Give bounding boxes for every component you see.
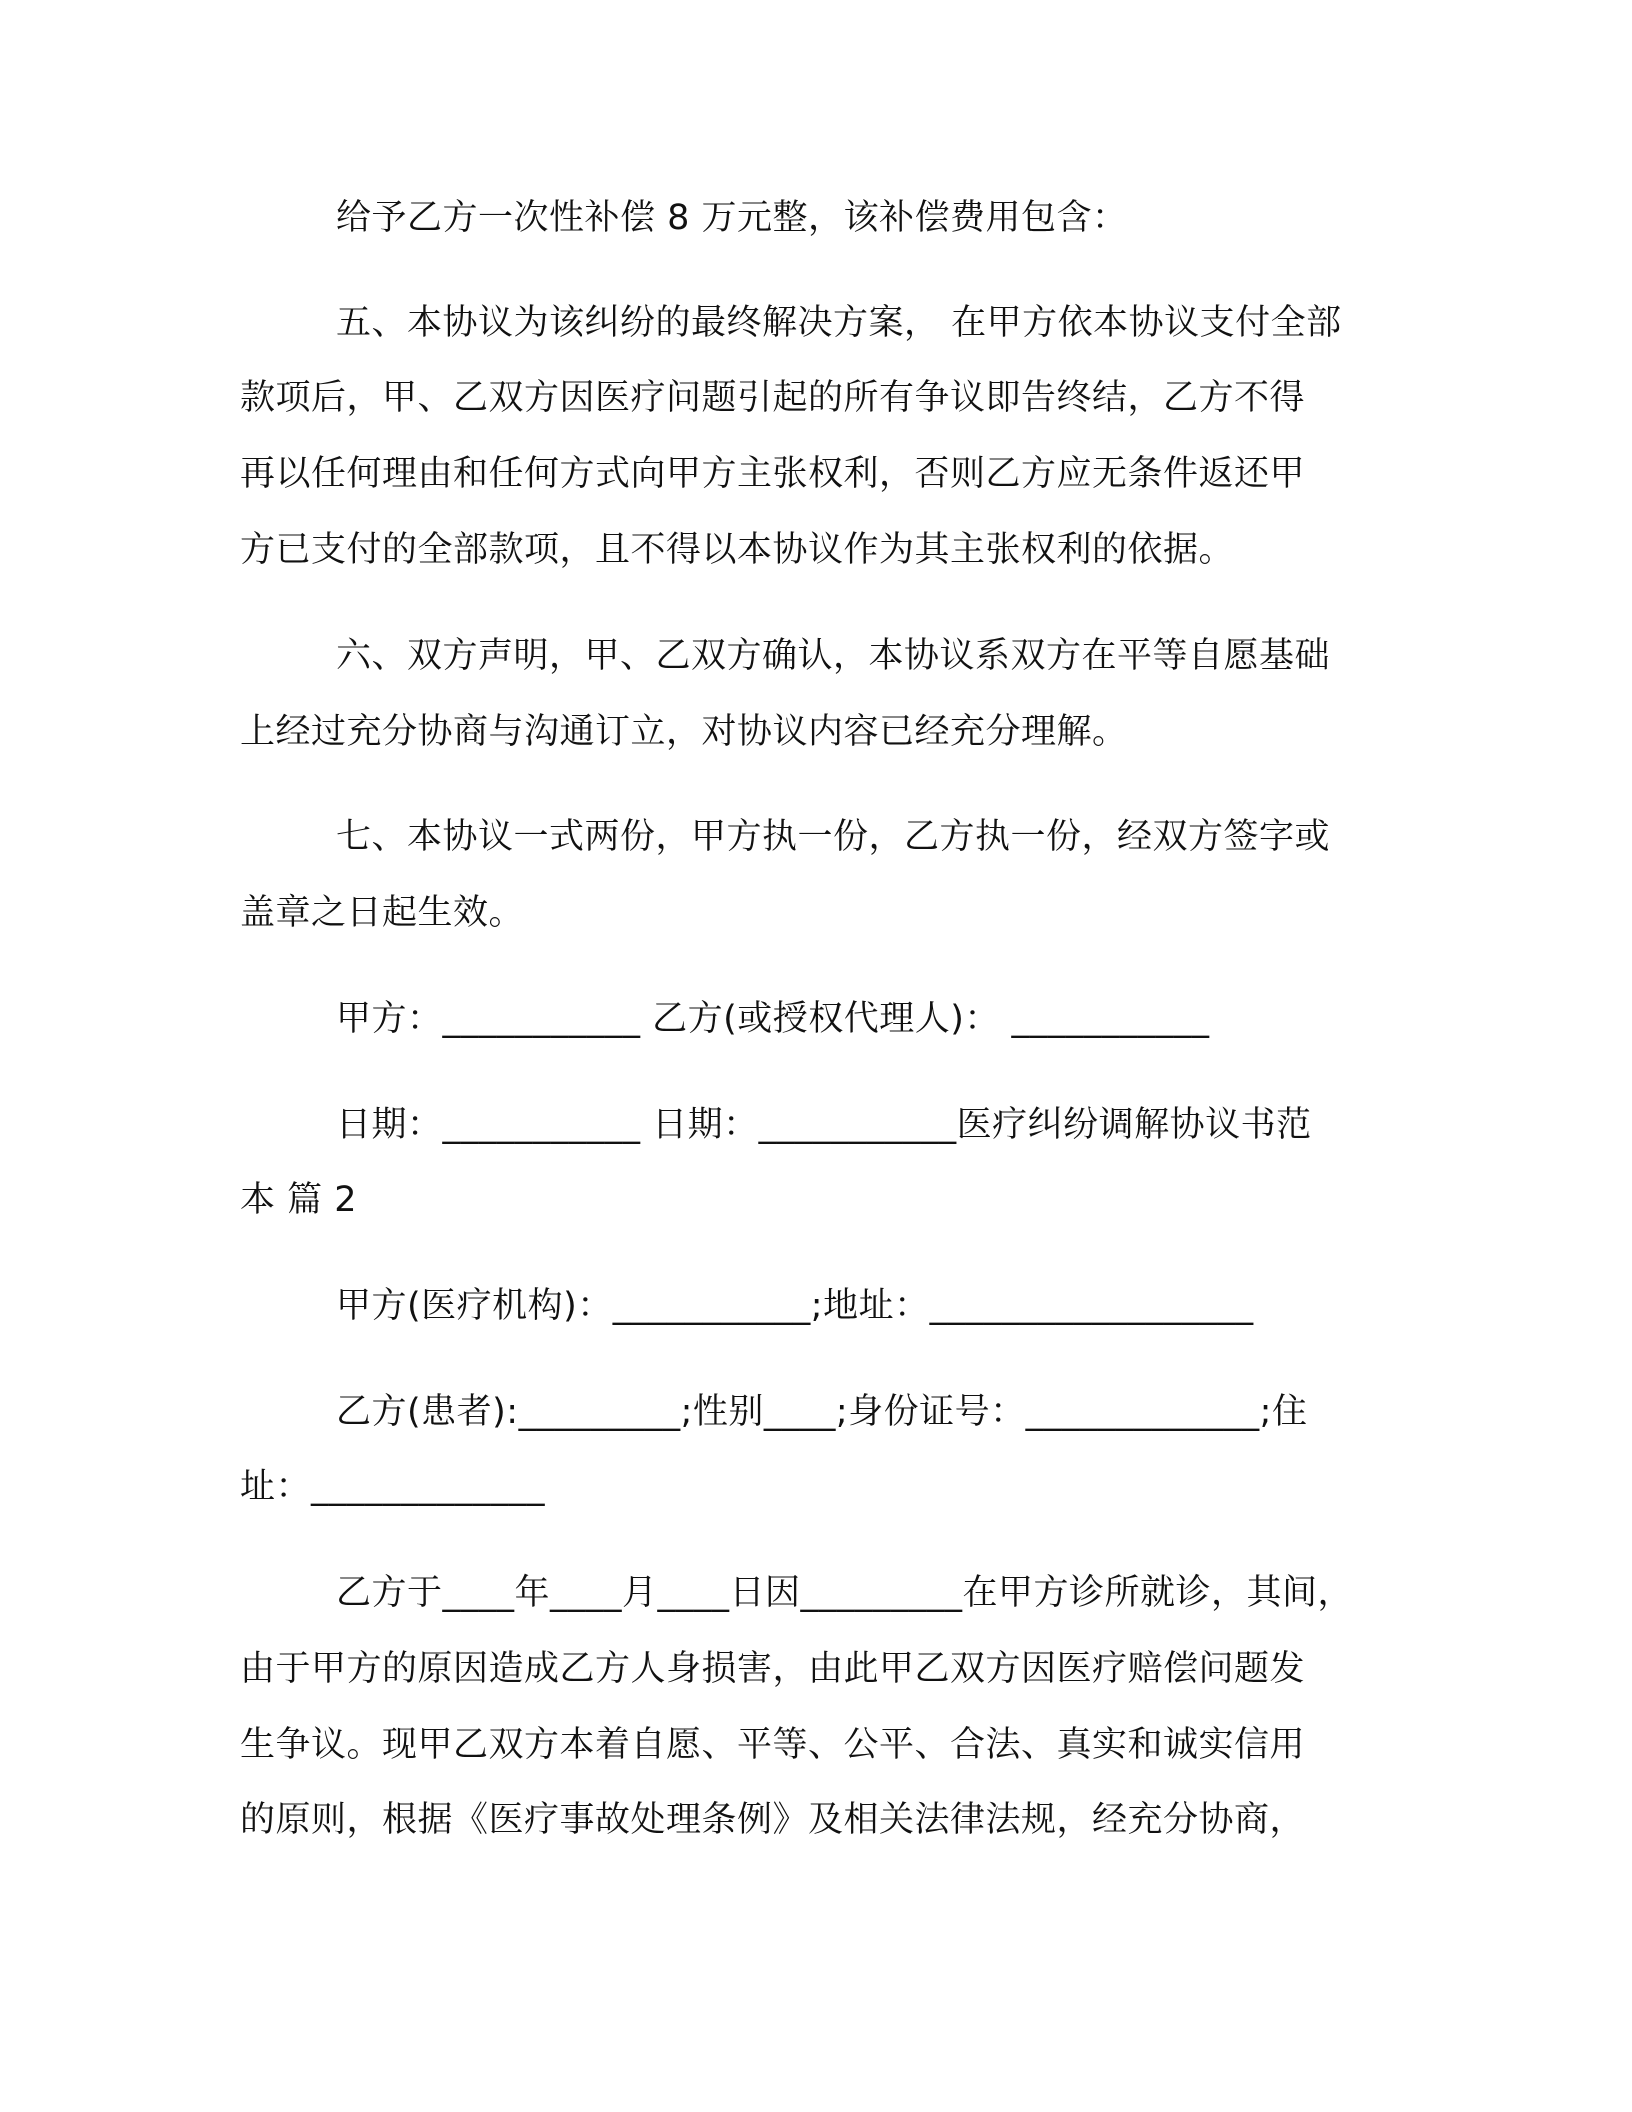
paragraph-line: 盖章之日起生效。 [240, 893, 525, 933]
paragraph-line: 款项后，甲、乙双方因医疗问题引起的所有争议即告终结，乙方不得 [240, 378, 1306, 418]
paragraph-line: 乙方于____年____月____日因_________在甲方诊所就诊，其间， [336, 1573, 1354, 1613]
party-b-address-line: 址：_____________ [240, 1467, 546, 1507]
paragraph-line: 生争议。现甲乙双方本着自愿、平等、公平、合法、真实和诚实信用 [240, 1725, 1306, 1765]
paragraph-line: 七、本协议一式两份，甲方执一份，乙方执一份，经双方签字或 [336, 817, 1331, 857]
paragraph-line: 上经过充分协商与沟通订立，对协议内容已经充分理解。 [240, 712, 1128, 752]
paragraph-line: 六、双方声明，甲、乙双方确认，本协议系双方在平等自愿基础 [336, 636, 1331, 676]
signature-line: 甲方：___________ 乙方(或授权代理人)： ___________ [336, 999, 1210, 1039]
paragraph-line: 给予乙方一次性补偿 8 万元整，该补偿费用包含： [336, 198, 1128, 238]
paragraph-line: 的原则，根据《医疗事故处理条例》及相关法律法规，经充分协商， [240, 1800, 1306, 1840]
paragraph-line: 方已支付的全部款项，且不得以本协议作为其主张权利的依据。 [240, 530, 1235, 570]
party-b-line: 乙方(患者):_________;性别____;身份证号：_____________;住 [336, 1392, 1308, 1432]
party-a-line: 甲方(医疗机构)：___________;地址：__________________ [336, 1286, 1254, 1326]
section-heading: 本 篇 2 [240, 1180, 358, 1220]
date-line: 日期：___________ 日期：___________医疗纠纷调解协议书范 [336, 1105, 1312, 1145]
paragraph-line: 五、本协议为该纠纷的最终解决方案， 在甲方依本协议支付全部 [336, 303, 1342, 343]
paragraph-line: 由于甲方的原因造成乙方人身损害，由此甲乙双方因医疗赔偿问题发 [240, 1649, 1306, 1689]
paragraph-line: 再以任何理由和任何方式向甲方主张权利，否则乙方应无条件返还甲 [240, 454, 1306, 494]
